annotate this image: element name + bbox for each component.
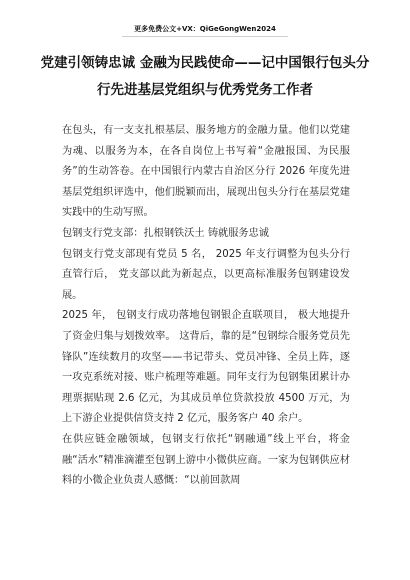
paragraph-2025-achievements: 2025 年， 包钢支行成功落地包钢银企直联项目， 极大地提升了资金归集与划拨效率。 这背后，靠的是“包钢综合服务党员先锋队”连续数月的攻坚——书记带头、党员冲锋、全员上阵，逐一攻克系统对接、账户梳理等难题。同年支行为包钢集团累计办理票据贴现 2.6 亿元，为其成员单位贷款投放 4500 万元，为上下游企业提供信贷支持 2 亿元，服务客户 40 余户。 (62, 310, 350, 425)
section-heading: 包钢支行党支部：扎根钢铁沃土 铸就服务忠诚 (62, 227, 269, 239)
paragraph-supply-chain: 在供应链金融领域，包钢支行依托“钢融通”线上平台，将金融“活水”精准滴灌至包钢上游中小微供应商。一家为包钢供应材料的小微企业负责人感慨：“以前回款周 (62, 433, 350, 487)
header-divider (122, 36, 288, 37)
article-body (62, 121, 350, 492)
page-header-text: 更多免费公文+VX：QiGeGongWen2024 (134, 25, 276, 33)
paragraph-branch-overview: 包钢支行党支部现有党员 5 名， 2025 年支行调整为包头分行直管行后， 党支部以此为新起点，以更高标准服务包钢建设发展。 (62, 248, 350, 301)
article-title: 党建引领铸忠诚 金融为民践使命——记中国银行包头分行先进基层党组织与优秀党务工作者 (40, 55, 370, 98)
paragraph-intro: 在包头，有一支支扎根基层、服务地方的金融力量。他们以党建为魂、以服务为本，在各自岗位上书写着“金融报国、为民服务”的生动答卷。在中国银行内蒙古自治区分行 2026 年度先进基层党组织评选中，他们脱颖而出，展现出包头分行在基层党建实践中的生动写照。 (62, 125, 350, 219)
